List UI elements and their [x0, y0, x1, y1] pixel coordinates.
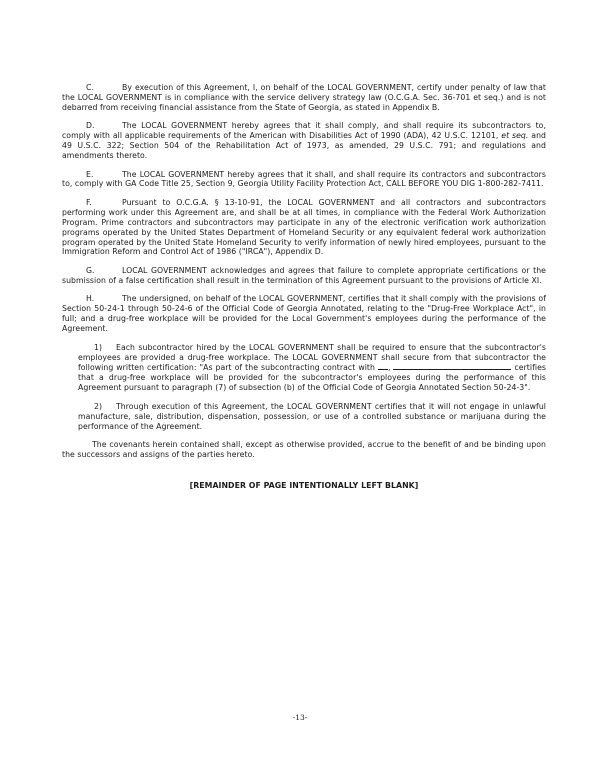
paragraph-d-text-before: The LOCAL GOVERNMENT hereby agrees that it shall comply, and shall require its subcontractors to, comply with all applicable requirements of the American with Disabilities Act of 1990 (ADA), 42 U.S.C. 12101, — [62, 121, 546, 141]
paragraph-g-letter: G. — [86, 265, 95, 275]
paragraph-g — [62, 266, 546, 286]
subparagraph-h1-text-mid: , — [387, 363, 394, 373]
subparagraph-h2 — [62, 402, 546, 432]
closing-paragraph — [62, 440, 546, 460]
page-number: -13- — [292, 713, 308, 722]
paragraph-h — [62, 294, 546, 334]
paragraph-f — [62, 198, 546, 257]
subparagraph-h1-number: 1) — [94, 342, 103, 352]
paragraph-d-text-italic: et seq. — [501, 131, 529, 141]
document-page — [62, 83, 546, 499]
closing-text: The covenants herein contained shall, except as otherwise provided, accrue to the benefit of and be binding upon the successors and assigns of the parties hereto. — [62, 440, 546, 459]
paragraph-h-letter: H. — [86, 294, 95, 304]
paragraph-e-letter: E. — [86, 169, 94, 179]
subparagraph-h1-text-before: Each subcontractor hired by the LOCAL GOVERNMENT shall be required to ensure that the subcontractor's employees are provided a drug-free workplace. The LOCAL GOVERNMENT shall secure from that subcontractor the following written certification: "As part of the subcontracting contract with — [78, 342, 546, 373]
paragraph-c — [62, 83, 546, 113]
paragraph-c-letter: C. — [86, 83, 94, 92]
subparagraph-h2-text: Through execution of this Agreement, the LOCAL GOVERNMENT certifies that it will not engage in unlawful manufacture, sale, distribution, dispensation, possession, or use of a controlled substance or marijuana during the performance of the Agreement. — [78, 401, 546, 431]
paragraph-e — [62, 170, 546, 190]
subcontractor-blank-long — [393, 362, 511, 370]
paragraph-g-text: LOCAL GOVERNMENT acknowledges and agrees that failure to complete appropriate certifications or the submission of a false certification shall result in the termination of this Agreement pursuant to the provisions of Article XI. — [62, 265, 546, 285]
paragraph-c-text: By execution of this Agreement, I, on behalf of the LOCAL GOVERNMENT, certify under penalty of law that the LOCAL GOVERNMENT is in compliance with the service delivery strategy law (O.C.G.A. Sec. 36-701 et seq.) and is not debarred from receiving financial assistance from the State of Georgia, as stated in Appendix B. — [62, 83, 546, 112]
paragraph-h-text: The undersigned, on behalf of the LOCAL GOVERNMENT, certifies that it shall comply with the provisions of Section 50-24-1 through 50-24-6 of the Official Code of Georgia Annotated, relating to the "Drug-Free Workplace Act", in full; and a drug-free workplace will be provided for the Local Government's employees during the performance of the Agreement. — [62, 294, 546, 334]
subparagraph-h1-text-after: certifies that a drug-free workplace will be provided for the subcontractor's employees during the performance of this Agreement pursuant to paragraph (7) of subsection (b) of the Official Code of Georgia Annotated Section 50-24-3". — [78, 363, 546, 393]
remainder-notice: [REMAINDER OF PAGE INTENTIONALLY LEFT BLANK] — [189, 480, 419, 490]
paragraph-f-letter: F. — [86, 197, 92, 207]
subparagraph-h2-number: 2) — [94, 401, 103, 411]
subcontractor-blank-short — [378, 362, 388, 370]
paragraph-d — [62, 121, 546, 161]
paragraph-d-letter: D. — [86, 121, 95, 131]
paragraph-e-text: The LOCAL GOVERNMENT hereby agrees that it shall, and shall require its contractors and subcontractors to, comply with GA Code Title 25, Section 9, Georgia Utility Facility Protection Act, CALL BEFORE YOU DIG 1-800-282-7411. — [62, 169, 546, 189]
paragraph-f-text: Pursuant to O.C.G.A. § 13-10-91, the LOCAL GOVERNMENT and all contractors and subcontractors performing work under this Agreement are, and shall be at all times, in compliance with the Federal Work Authorization Program. Prime contractors and subcontractors may participate in any of the electronic verification work authorization programs operated by the United States Department of Homeland Security or any equivalent federal work authorization program operated by the United State Homeland Security to verify information of newly hired employees, pursuant to the Immigration Reform and Control Act of 1986 ("IRCA"), Appendix D. — [62, 197, 546, 257]
paragraph-d-text-after: and 49 U.S.C. 322; Section 504 of the Rehabilitation Act of 1973, as amended, 29 U.S.C. 791; and regulations and amendments thereto. — [62, 131, 547, 161]
subparagraph-h1 — [62, 343, 546, 394]
